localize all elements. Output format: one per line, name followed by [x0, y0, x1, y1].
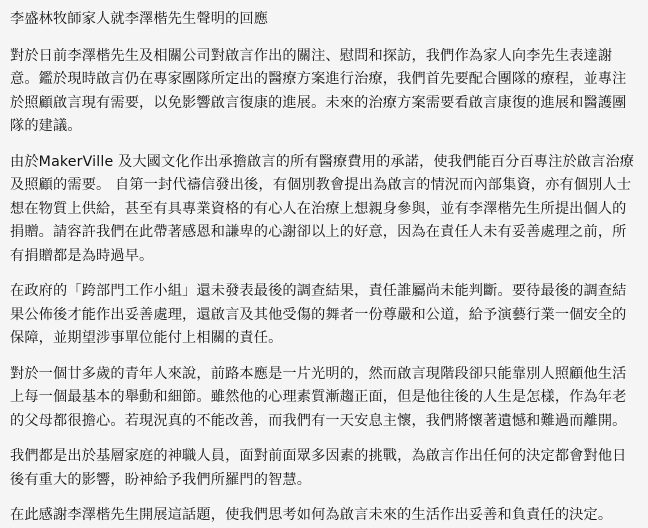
paragraph-1: 對於日前李澤楷先生及相關公司對啟言作出的關注、慰問和探訪，我們作為家人向李先生表達謝意。鑑於現時啟言仍在專家團隊所定出的醫療方案進行治療，我們首先要配合團隊的療程，並專注於照顧啟言現有需要，以免影響啟言復康的進展。未來的治療方案需要看啟言康復的進展和醫護團隊的建議。 [10, 47, 627, 134]
paragraph-4: 對於一個廿多歲的青年人來說，前路本應是一片光明的，然而啟言現階段卻只能靠別人照顧他生活上每一個最基本的舉動和細節。雖然他的心理素質漸趨正面，但是他往後的人生是怎樣，作為年老的父母都很擔心。若現況真的不能改善，而我們有一天安息主懷，我們將懷著遺憾和難過而離開。 [10, 365, 627, 429]
paragraph-2: 由於MakerVille 及大國文化作出承擔啟言的所有醫療費用的承諾，使我們能百分百專注於啟言治療及照顧的需要。 自第一封代禱信發出後，有個別教會提出為啟言的情況而內部集資，亦有個別人士想在物質上供給，甚至有具專業資格的有心人在治療上想親身參與，並有李澤楷先生所提出個人的捐贈。請容許我們在此帶著感恩和謙卑的心謝卻以上的好意，因為在責任人未有妥善處理之前，所有捐贈都是為時過早。 [10, 153, 635, 264]
paragraph-5: 我們都是出於基層家庭的神職人員，面對前面眾多因素的挑戰，為啟言作出任何的決定都會對他日後有重大的影響，盼神給予我們所羅門的智慧。 [10, 448, 627, 488]
paragraph-3: 在政府的「跨部門工作小組」還未發表最後的調查結果，責任誰屬尚未能判斷。要待最後的調查結果公佈後才能作出妥善處理，還啟言及其他受傷的舞者一份尊嚴和公道，給予演藝行業一個安全的保障，並期望涉事單位能付上相關的責任。 [10, 283, 627, 346]
paragraph-6: 在此感謝李澤楷先生開展這話題，使我們思考如何為啟言未來的生活作出妥善和負責任的決定。 [10, 507, 613, 523]
statement-title: 李盛林牧師家人就李澤楷先生聲明的回應 [10, 11, 269, 27]
